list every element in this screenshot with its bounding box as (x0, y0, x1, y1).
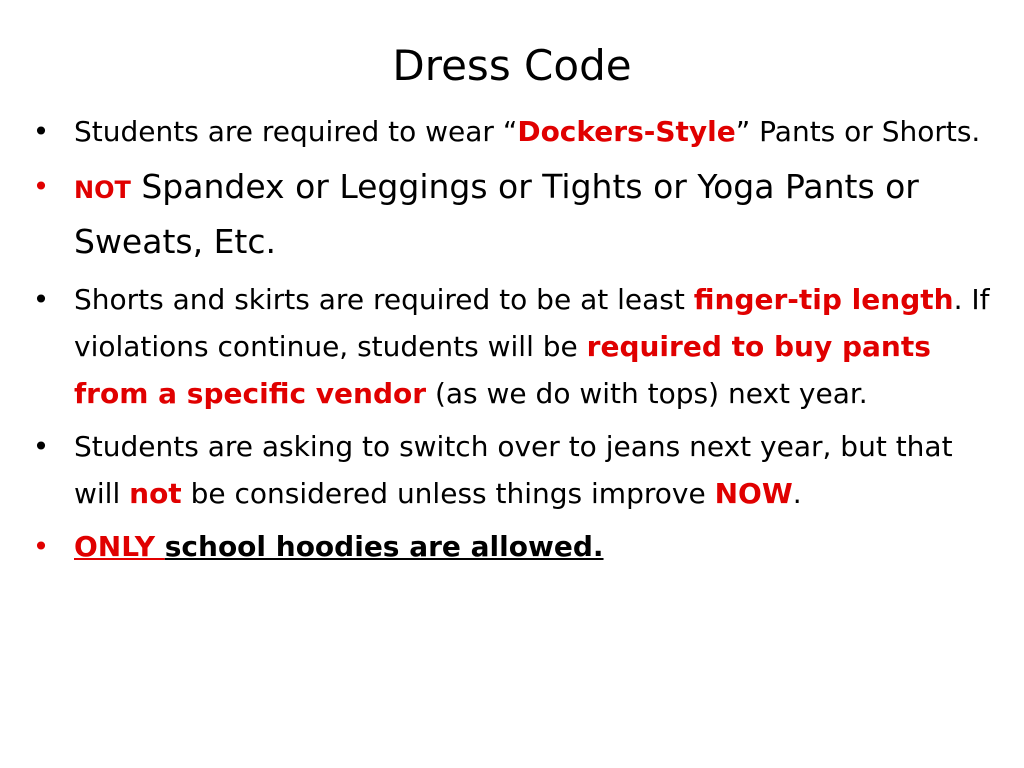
bullet-text: Shorts and skirts are required to be at least (74, 283, 694, 316)
emphasis-dockers-style: Dockers-Style (517, 115, 736, 148)
bullet-item-shorts-length (26, 276, 1006, 417)
bullet-text: be considered unless things improve (181, 477, 715, 510)
bullet-item-not-spandex (26, 161, 1006, 268)
bullet-dot-icon: • (32, 530, 50, 563)
bullet-list (26, 108, 1006, 576)
bullet-text: ” Pants or Shorts. (735, 115, 981, 148)
slide-title: Dress Code (392, 41, 632, 90)
emphasis-only: ONLY (74, 530, 165, 563)
bullet-dot-icon: • (32, 430, 50, 463)
bullet-dot-icon: • (32, 283, 50, 316)
bullet-text: (as we do with tops) next year. (426, 377, 868, 410)
bullet-text: . (792, 477, 802, 510)
bullet-item-dockers (26, 108, 1006, 155)
emphasis-now: NOW (714, 477, 793, 510)
emphasis-not: NOT (74, 176, 131, 204)
emphasis-finger-tip-length: finger-tip length (693, 283, 954, 316)
bullet-text: . If violations continue, students will be (74, 283, 990, 363)
bullet-text: Students are required to wear “ (74, 115, 518, 148)
emphasis-required-vendor: required to buy pants from a specific vendor (74, 330, 931, 410)
bullet-text-hoodies: school hoodies are allowed. (164, 530, 604, 563)
bullet-dot-icon: • (32, 170, 50, 203)
bullet-text: Spandex or Leggings or Tights or Yoga Pants or Sweats, Etc. (74, 167, 919, 261)
bullet-dot-icon: • (32, 115, 50, 148)
bullet-text: Students are asking to switch over to jeans next year, but that will (74, 430, 953, 510)
emphasis-not-lower: not (129, 477, 182, 510)
bullet-item-jeans (26, 423, 1006, 517)
bullet-item-hoodies (26, 523, 1006, 570)
